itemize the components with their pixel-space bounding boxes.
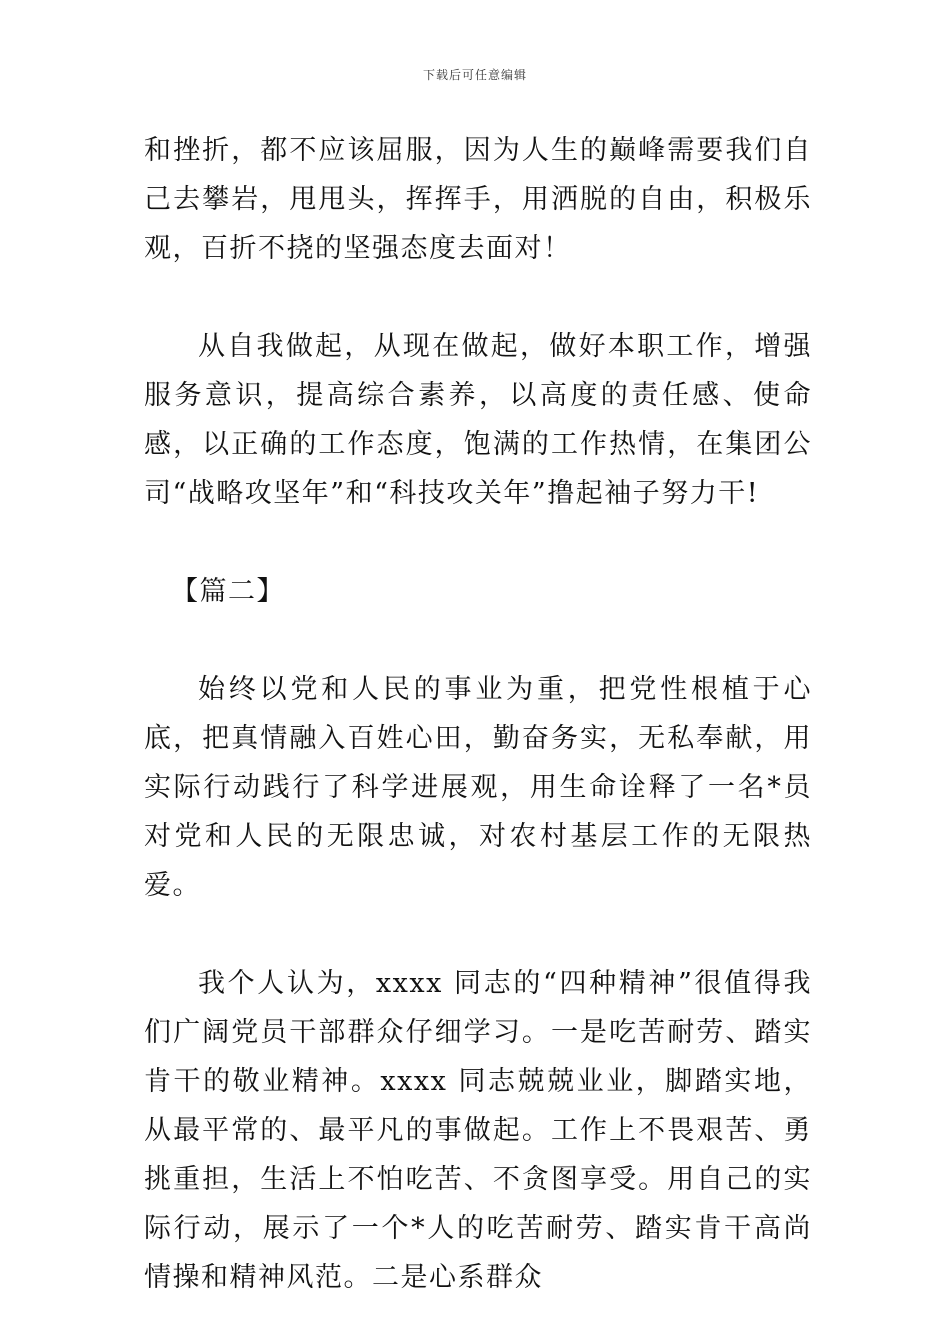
document-body: [144, 126, 812, 1302]
paragraph-spacer: [144, 910, 812, 959]
section-title: 【篇二】: [171, 576, 285, 607]
paragraph-spacer: [144, 518, 812, 567]
paragraph-3: 始终以党和人民的事业为重，把党性根植于心底，把真情融入百姓心田，勤奋务实，无私奉献，用实际行动践行了科学进展观，用生命诠释了一名*员对党和人民的无限忠诚，对农村基层工作的无限热爱。: [144, 674, 812, 901]
paragraph-2: 从自我做起，从现在做起，做好本职工作，增强服务意识，提高综合素养，以高度的责任感、使命感，以正确的工作态度，饱满的工作热情，在集团公司“战略攻坚年”和“科技攻关年”撸起袖子努力干!: [144, 331, 812, 509]
paragraph-spacer: [144, 616, 812, 665]
paragraph-4: 我个人认为，xxxx 同志的“四种精神”很值得我们广阔党员干部群众仔细学习。一是吃苦耐劳、踏实肯干的敬业精神。xxxx 同志兢兢业业，脚踏实地，从最平常的、最平凡的事做起。工作上不畏艰苦、勇挑重担，生活上不怕吃苦、不贪图享受。用自己的实际行动，展示了一个*人的吃苦耐劳、踏实肯干高尚情操和精神风范。二是心系群众: [144, 968, 812, 1293]
paragraph-spacer: [144, 273, 812, 322]
paragraph-1: 和挫折，都不应该屈服，因为人生的巅峰需要我们自己去攀岩，甩甩头，挥挥手，用洒脱的自由，积极乐观，百折不挠的坚强态度去面对！: [144, 135, 812, 264]
page-header: 下载后可任意编辑: [422, 68, 527, 82]
